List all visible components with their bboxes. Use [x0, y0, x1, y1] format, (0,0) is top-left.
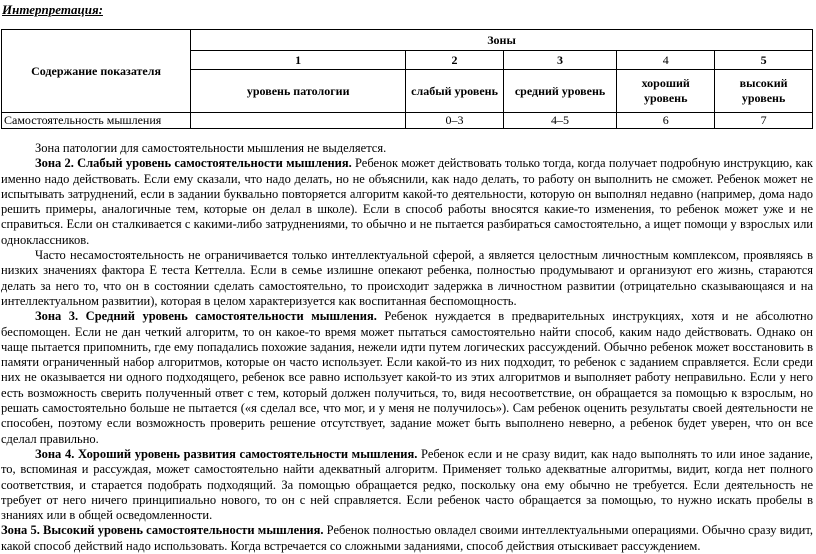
paragraph-lead: Зона 2. Слабый уровень самостоятельности мышления.: [35, 156, 352, 171]
paragraph-lead: Зона 5. Высокий уровень самостоятельности мышления.: [1, 523, 324, 538]
zone-number: 3: [503, 51, 616, 70]
table-cell: [191, 113, 406, 129]
table-cell: 6: [617, 113, 715, 129]
interpretation-table: [1, 29, 813, 129]
table-cell: 7: [715, 113, 813, 129]
paragraph: [1, 141, 813, 156]
paragraph-text: Ребенок если и не сразу видит, как надо выполнять то или иное задание, то, вспоминая и рассуждая, может самостоятельно найти адекватный алгоритм. Применяет только адекватные алгоритмы, видит, когда нет полного соответствия, и старается подобрать подходящий. За помощью обращается редко, поскольку она ему обычно не требуется. Если деятельность не требует от него ничего принципиально нового, то он с ней справляется. Если ребенок часто обращается за помощью, то нужно искать пробелы в знаниях или в общей осведомленности.: [1, 446, 813, 523]
zone-name: слабый уровень: [406, 70, 504, 113]
zone-name: уровень патологии: [191, 70, 406, 113]
paragraph: [1, 156, 813, 248]
paragraph-text: Ребенок нуждается в предварительных инструкциях, хотя и не абсолютно беспомощен. Если не дан четкий алгоритм, то он какое-то время может пытаться самостоятельно найти способ, каким надо действовать. Однако он чаще пытается припомнить, где ему попадались похожие задания, нежели идти путем логических рассуждений. Обычно ребенок может восстановить в памяти ограниченный набор алгоритмов, которые он часто использует. Если какой-то из них подходит, то ребенок с заданием справляется. Если среди них не оказывается ни одного подходящего, ребенок все равно использует какой-то из этих алгоритмов и выполняет работу неправильно. Если у него есть возможность сверить полученный ответ с тем, который должен получиться, то, видя несоответствие, он обращается за помощью к взрослым, но решать самостоятельно больше не пытается («я сделал все, что мог, и у меня не получилось»). Сам ребенок оценить результаты своей деятельности не способен, поэтому если возможность проверить решение отсутствует, задание может быть выполнено неверно, а ребенок будет уверен, что он все сделал правильно.: [1, 309, 813, 446]
paragraph-text: Зона патологии для самостоятельности мышления не выделяется.: [35, 141, 387, 155]
zone-number: 4: [617, 51, 715, 70]
zone-name: средний уровень: [503, 70, 616, 113]
paragraph-text: Ребенок полностью овладел своими интеллектуальными операциями. Обычно сразу видит, какой способ действий надо использовать. Когда встречается со сложными заданиями, способ действия отыскивает рассуждением.: [1, 523, 813, 553]
paragraph-lead: Зона 3. Средний уровень самостоятельности мышления.: [35, 309, 377, 324]
table-cell: 4–5: [503, 113, 616, 129]
zone-name: хороший уровень: [617, 70, 715, 113]
body-text: [1, 141, 813, 554]
section-heading: Интерпретация:: [2, 2, 103, 17]
paragraph-lead: Зона 4. Хороший уровень развития самостоятельности мышления.: [35, 446, 418, 461]
paragraph: [1, 248, 813, 309]
paragraph-text: Часто несамостоятельность не ограничивается только интеллектуальной сферой, а является целостным личностным комплексом, проявляясь в низких значениях фактора Е теста Кеттелла. Если в семье излишне опекают ребенка, полностью продумывают и организуют его жизнь, стараются делать за него то, что он в состоянии сделать самостоятельно, то происходит задержка в личностном развитии (отрицательно сказывающаяся и на интеллектуальном развитии), которая в целом характеризуется как воспитанная беспомощность.: [1, 248, 813, 308]
zone-number: 5: [715, 51, 813, 70]
paragraph: [1, 309, 813, 447]
zone-number: 1: [191, 51, 406, 70]
zone-number: 2: [406, 51, 504, 70]
zones-header: Зоны: [191, 30, 813, 51]
zone-name: высокий уровень: [715, 70, 813, 113]
paragraph-text: Ребенок может действовать только тогда, когда получает подробную инструкцию, как именно надо действовать. Если ему сказали, что надо делать, но не объяснили, как надо делать, то работу он выполнить не сможет. Ребенок может не испытывать затруднений, если в задании буквально повторяется алгоритм какой-то деятельности, которую он выполнял недавно (например, дома надо решить примеры, аналогичные тем, которые он делал в школе). Если в способ работы вносятся какие-то изменения, то ребенок может уже и не справиться. Если он сталкивается с какими-либо затруднениями, то обычно и не пытается разбираться самостоятельно, а ищет помощи у взрослых или одноклассников.: [1, 156, 813, 247]
corner-header: Содержание показателя: [2, 30, 191, 113]
paragraph: [1, 523, 813, 554]
paragraph: [1, 447, 813, 523]
row-label: Самостоятельность мышления: [2, 113, 191, 129]
table-cell: 0–3: [406, 113, 504, 129]
